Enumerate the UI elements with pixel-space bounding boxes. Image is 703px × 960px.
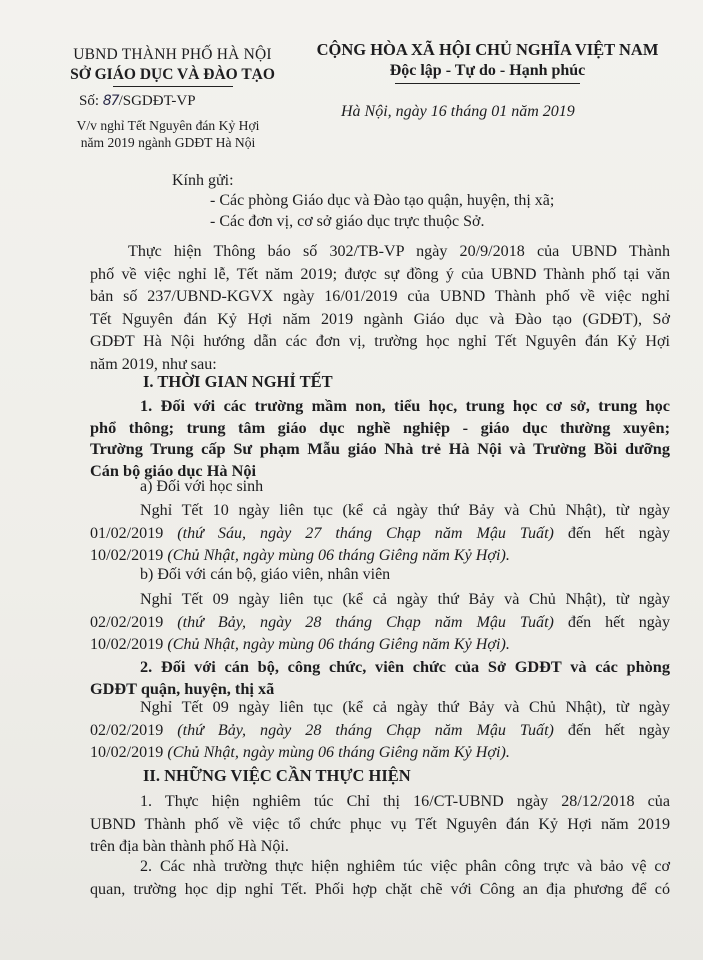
text-line: quan, trường học dịp nghỉ Tết. Phối hợp chặt chẽ với Công an địa phương để có	[90, 880, 670, 898]
issuer-underline	[113, 86, 233, 87]
text-line: 10/02/2019 (Chủ Nhật, ngày mùng 06 tháng Giêng năm Kỷ Hợi).	[90, 547, 510, 564]
subject-line: năm 2019 ngành GDĐT Hà Nội	[80, 135, 256, 150]
text-line: 01/02/2019 (thứ Sáu, ngày 27 tháng Chạp năm Mậu Tuất) đến hết ngày	[90, 524, 670, 542]
subject-line: V/v nghỉ Tết Nguyên đán Kỷ Hợi	[76, 118, 260, 133]
document-number	[79, 93, 196, 110]
issue-date: Hà Nội, ngày 16 tháng 01 năm 2019	[341, 103, 575, 120]
issuer-block	[40, 45, 305, 87]
item-a-text	[90, 500, 670, 568]
text-line: 2. Các nhà trường thực hiện nghiêm túc việc phân công trực và bảo vệ cơ	[140, 858, 670, 875]
text-line: 02/02/2019 (thứ Bảy, ngày 28 tháng Chạp năm Mậu Tuất) đến hết ngày	[90, 613, 670, 631]
recipients-label: Kính gửi:	[172, 172, 234, 189]
number-suffix: /SGDĐT-VP	[118, 93, 196, 109]
text-line: trên địa bàn thành phố Hà Nội.	[90, 838, 289, 855]
heading-line: 1. Đối với các trường mầm non, tiểu học, trung học cơ sở, trung học	[140, 396, 670, 415]
text-line: UBND Thành phố về việc tổ chức phục vụ Tết Nguyên đán Kỷ Hợi năm 2019	[90, 815, 670, 833]
text-line: Nghỉ Tết 09 ngày liên tục (kể cả ngày thứ Bảy và Chủ Nhật), từ ngày	[140, 591, 670, 608]
subject	[48, 117, 288, 151]
intro-paragraph	[90, 241, 670, 376]
text-line: Nghỉ Tết 09 ngày liên tục (kể cả ngày thứ Bảy và Chủ Nhật), từ ngày	[140, 699, 670, 716]
text-line: Nghỉ Tết 10 ngày liên tục (kể cả ngày thứ Bảy và Chủ Nhật), từ ngày	[140, 502, 670, 519]
nation-motto: Độc lập - Tự do - Hạnh phúc	[389, 62, 586, 79]
item-b-label: b) Đối với cán bộ, giáo viên, nhân viên	[140, 566, 391, 583]
text-line: 10/02/2019 (Chủ Nhật, ngày mùng 06 tháng Giêng năm Kỷ Hợi).	[90, 744, 510, 761]
text-line: GDĐT Hà Nội hướng dẫn các đơn vị, trường học nghỉ Tết Nguyên đán Kỷ Hợi	[90, 333, 670, 350]
agency-name: UBND THÀNH PHỐ HÀ NỘI	[73, 46, 272, 63]
motto-underline	[395, 83, 580, 84]
department-name: SỞ GIÁO DỤC VÀ ĐÀO TẠO	[70, 66, 275, 83]
subsection-2-title	[90, 656, 670, 699]
handwritten-number: 87	[102, 93, 119, 109]
subsection-2-text	[90, 697, 670, 765]
item-b-text	[90, 589, 670, 657]
subsection-1-title	[90, 395, 670, 481]
national-heading	[300, 40, 675, 84]
section-2-title: II. NHỮNG VIỆC CẦN THỰC HIỆN	[143, 766, 411, 785]
section-2-item-1	[90, 791, 670, 859]
number-prefix: Số:	[79, 93, 100, 109]
recipient-item: - Các phòng Giáo dục và Đào tạo quận, huyện, thị xã;	[210, 192, 555, 209]
heading-line: phổ thông; trung tâm giáo dục nghề nghiệp - giáo dục thường xuyên;	[90, 417, 670, 437]
nation-title: CỘNG HÒA XÃ HỘI CHỦ NGHĨA VIỆT NAM	[316, 40, 659, 59]
text-line: năm 2019, như sau:	[90, 355, 217, 373]
heading-line: 2. Đối với cán bộ, công chức, viên chức của Sở GDĐT và các phòng	[140, 657, 670, 676]
item-a-label: a) Đối với học sinh	[140, 478, 264, 495]
heading-line: Trường Trung cấp Sư phạm Mẫu giáo Nhà trẻ Hà Nội và Trường Bồi dưỡng	[90, 439, 670, 458]
section-2-item-2	[90, 856, 670, 901]
text-line: phố về việc nghỉ lễ, Tết năm 2019; được sự đồng ý của UBND Thành phố tại văn	[90, 265, 670, 283]
text-line: 1. Thực hiện nghiêm túc Chỉ thị 16/CT-UBND ngày 28/12/2018 của	[140, 793, 670, 810]
heading-line: GDĐT quận, huyện, thị xã	[90, 678, 275, 698]
text-line: Tết Nguyên đán Kỷ Hợi năm 2019 ngành Giáo dục và Đào tạo (GDĐT), Sở	[90, 310, 670, 328]
text-line: Thực hiện Thông báo số 302/TB-VP ngày 20/9/2018 của UBND Thành	[128, 243, 670, 260]
text-line: 10/02/2019 (Chủ Nhật, ngày mùng 06 tháng Giêng năm Kỷ Hợi).	[90, 636, 510, 653]
text-line: 02/02/2019 (thứ Bảy, ngày 28 tháng Chạp năm Mậu Tuất) đến hết ngày	[90, 721, 670, 739]
heading-line: Cán bộ giáo dục Hà Nội	[90, 460, 257, 480]
recipient-item: - Các đơn vị, cơ sở giáo dục trực thuộc Sở.	[210, 213, 485, 230]
section-1-title: I. THỜI GIAN NGHỈ TẾT	[143, 372, 333, 391]
text-line: bản số 237/UBND-KGVX ngày 16/01/2019 của UBND Thành phố về việc nghỉ	[90, 288, 670, 305]
